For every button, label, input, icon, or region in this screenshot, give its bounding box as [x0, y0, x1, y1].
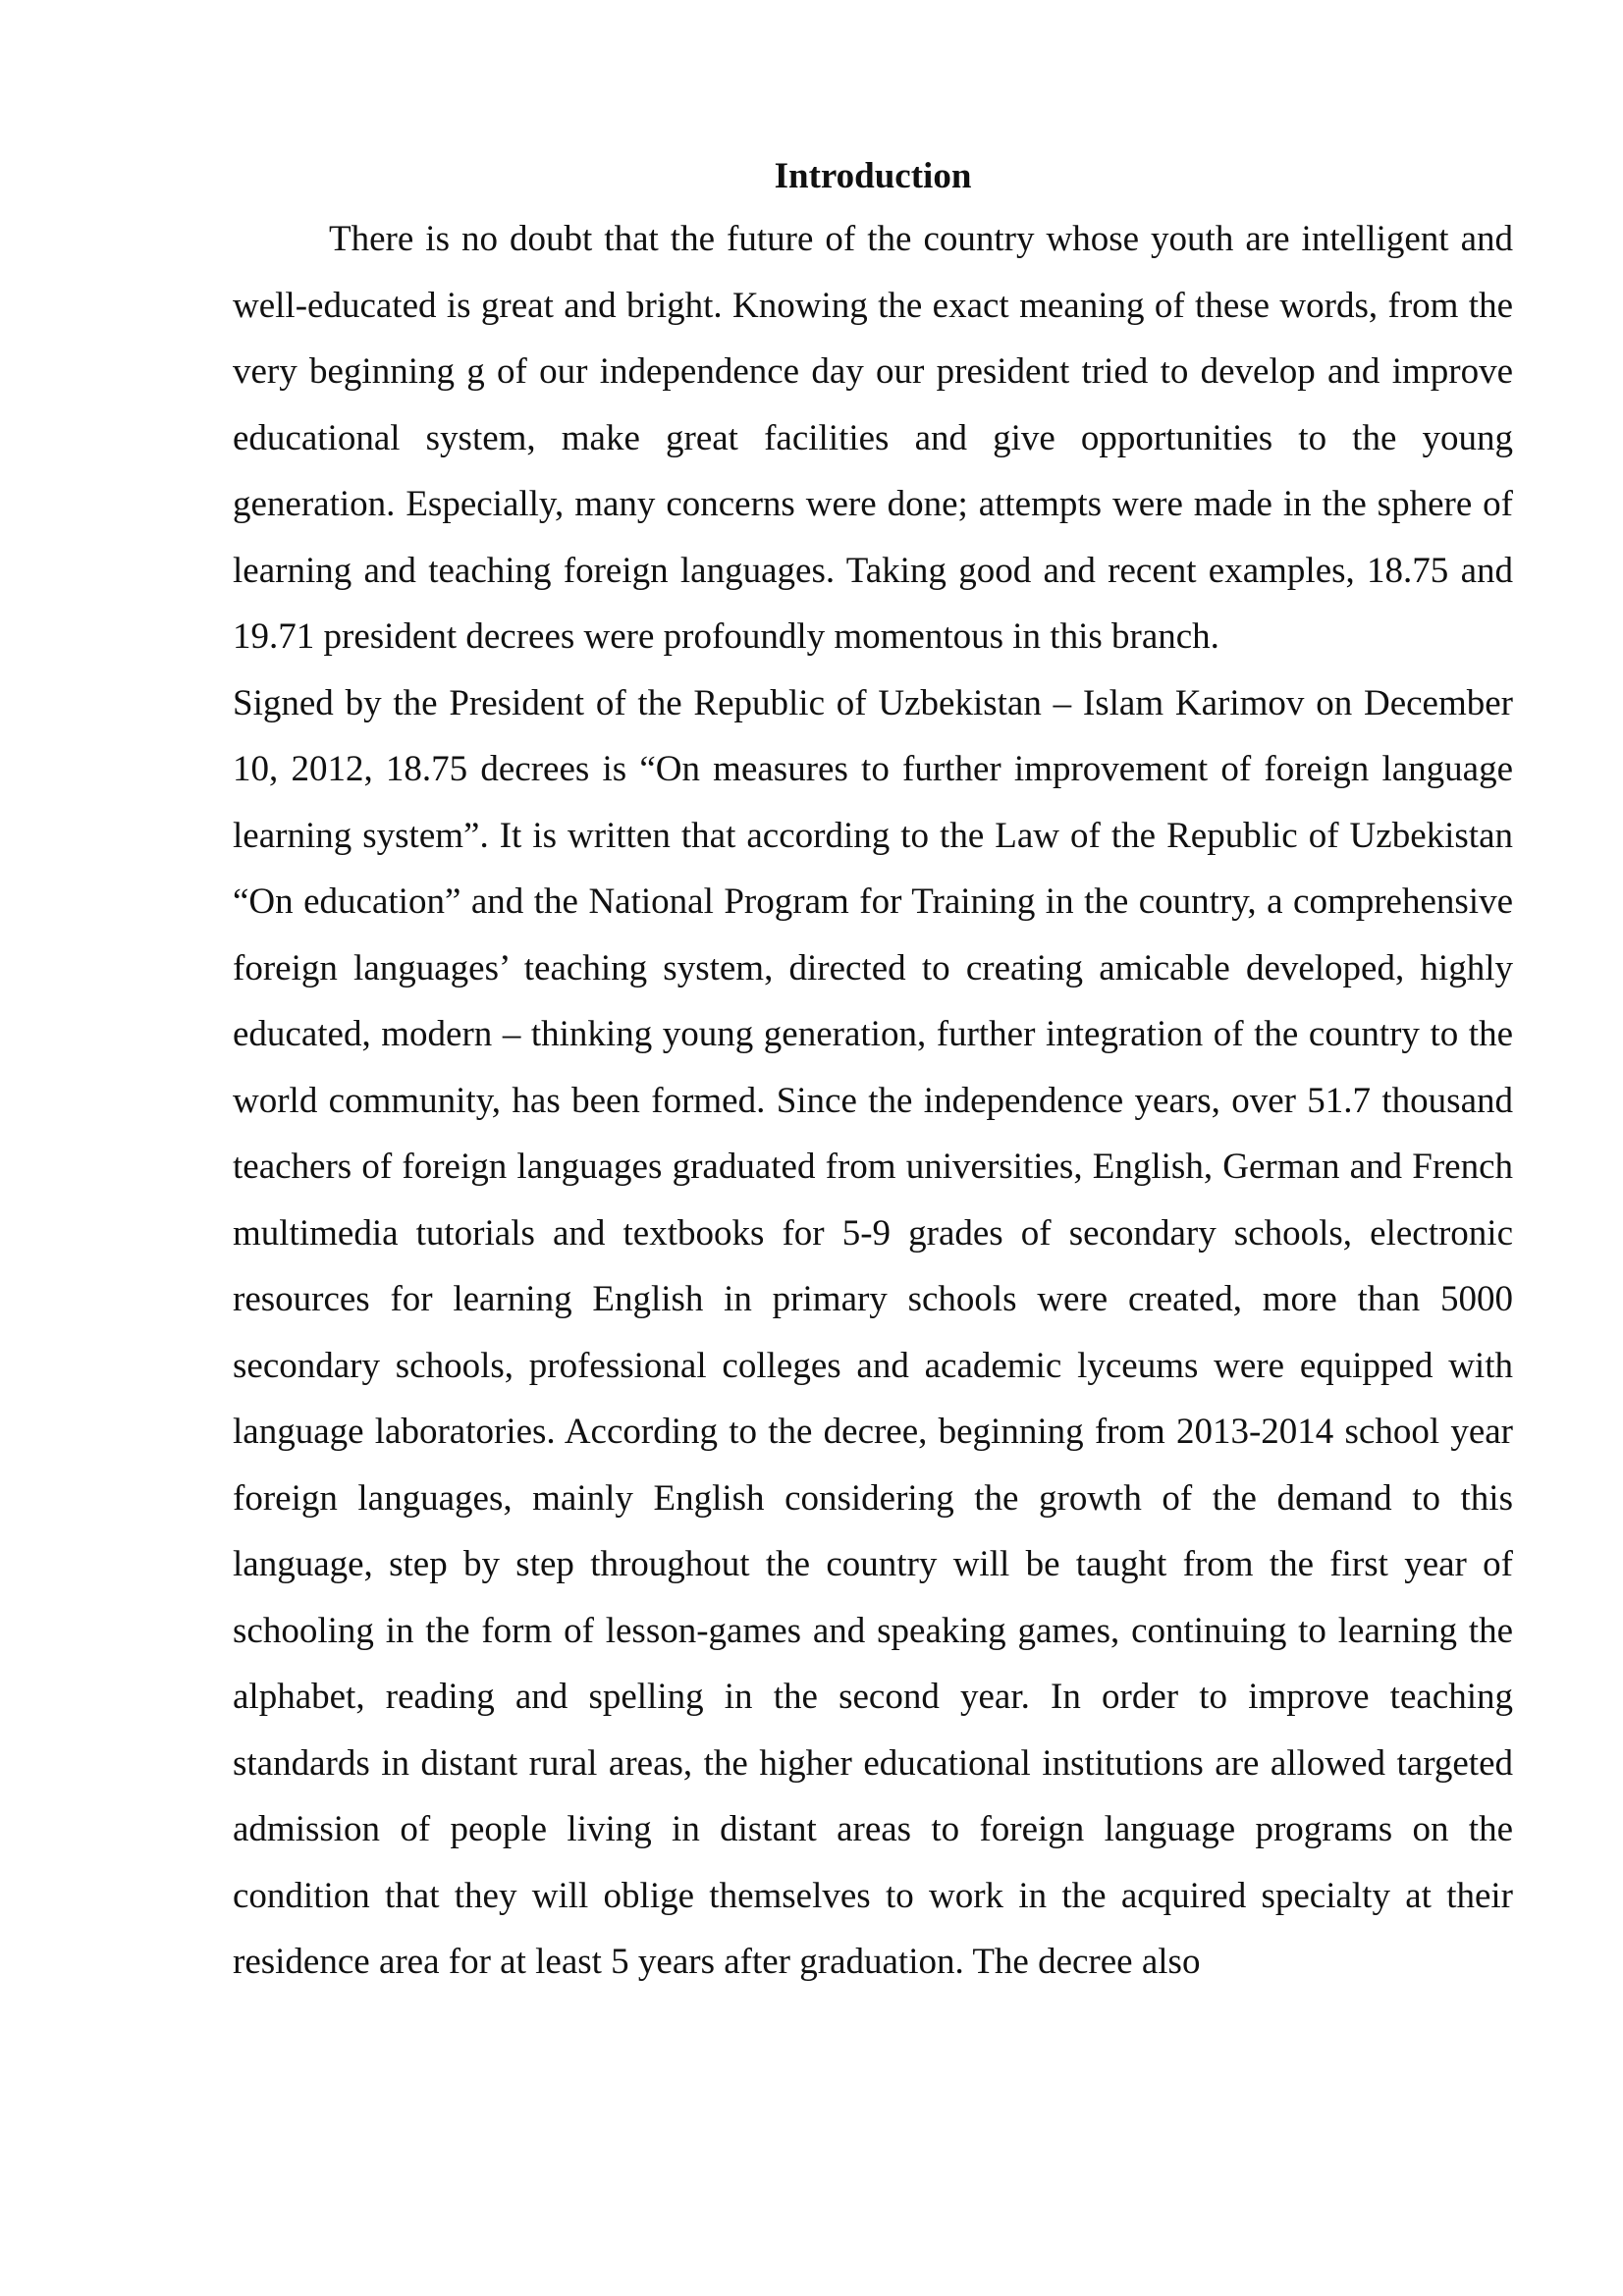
page-title: Introduction: [774, 156, 972, 196]
paragraph-intro: There is no doubt that the future of the country whose youth are intelligent and well-educated is great and bright. Knowing the exact meaning of these words, from the very beginning g of our independence day our president tried to develop and improve educational system, make great facilities and give opportunities to the young generation. Especially, many concerns were done; attempts were made in the sphere of learning and teaching foreign languages. Taking good and recent examples, 18.75 and 19.71 president decrees were profoundly momentous in this branch.: [233, 219, 1513, 657]
paragraph-decree: Signed by the President of the Republic of Uzbekistan – Islam Karimov on December 10, 2012, 18.75 decrees is “On measures to further improvement of foreign language learning system”. It is written that according to the Law of the Republic of Uzbekistan “On education” and the National Program for Training in the country, a comprehensive foreign languages’ teaching system, directed to creating amicable developed, highly educated, modern – thinking young generation, further integration of the country to the world community, has been formed. Since the independence years, over 51.7 thousand teachers of foreign languages graduated from universities, English, German and French multimedia tutorials and textbooks for 5-9 grades of secondary schools, electronic resources for learning English in primary schools were created, more than 5000 secondary schools, professional colleges and academic lyceums were equipped with language laboratories. According to the decree, beginning from 2013-2014 school year foreign languages, mainly English considering the growth of the demand to this language, step by step throughout the country will be taught from the first year of schooling in the form of lesson-games and speaking games, continuing to learning the alphabet, reading and spelling in the second year. In order to improve teaching standards in distant rural areas, the higher educational institutions are allowed targeted admission of people living in distant areas to foreign language programs on the condition that they will oblige themselves to work in the acquired specialty at their residence area for at least 5 years after graduation. The decree also: [233, 682, 1513, 1982]
document-body: [233, 147, 1513, 1996]
